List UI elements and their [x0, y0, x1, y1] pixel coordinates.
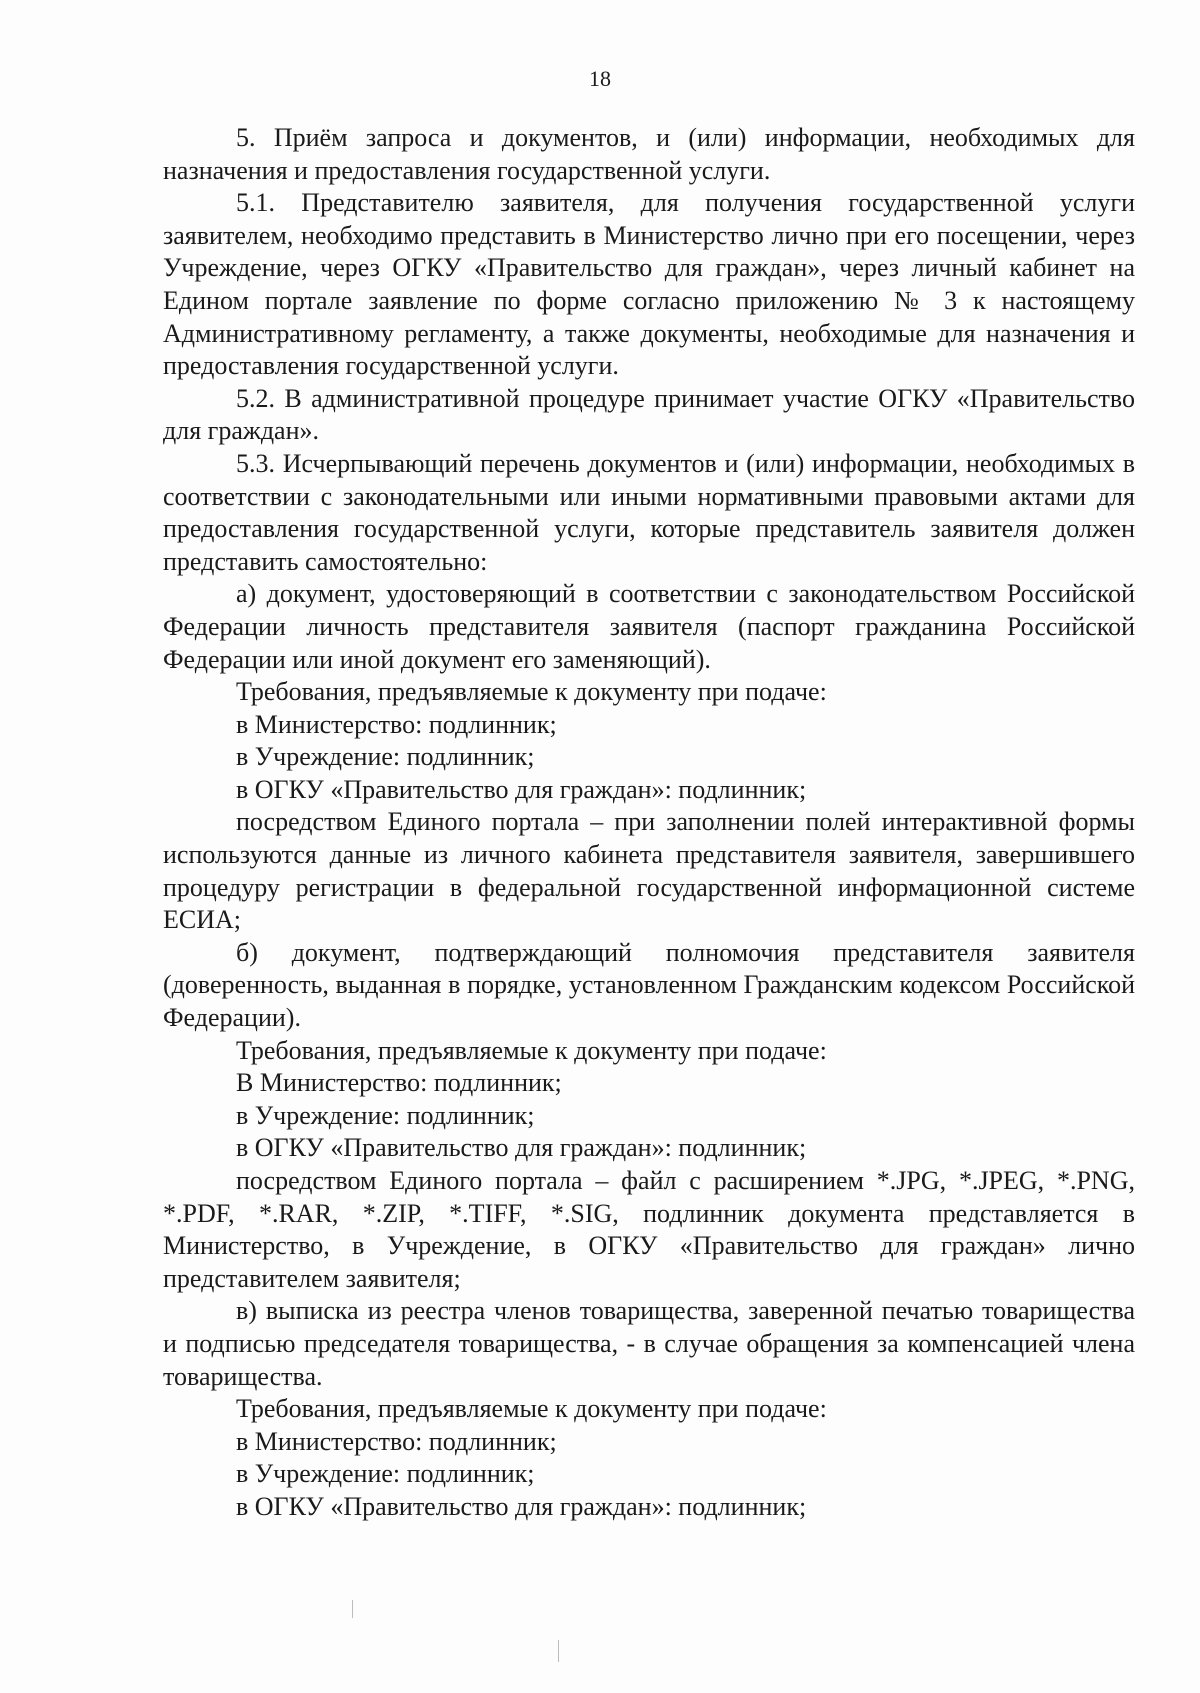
scan-artifact	[352, 1600, 353, 1618]
requirement-line: в Министерство: подлинник;	[236, 1426, 557, 1456]
requirement-line: в Учреждение: подлинник;	[236, 742, 535, 772]
requirement-portal: посредством Единого портала – файл с расширением *.JPG, *.JPEG, *.PNG, *.PDF, *.RAR, *.ZIP, *.TIFF, *.SIG, подлинник документа представляется в Министерство, в Учреждение, в ОГКУ «Правительство для граждан» лично представителем заявителя;	[163, 1166, 1135, 1293]
paragraph-item-b: б) документ, подтверждающий полномочия представителя заявителя (доверенность, выданная в порядке, установленном Гражданским кодексом Российской Федерации).	[163, 937, 1135, 1033]
paragraph-item-v: в) выписка из реестра членов товарищества, заверенной печатью товарищества и подписью председателя товарищества, - в случае обращения за компенсацией члена товарищества.	[163, 1296, 1135, 1391]
requirement-line: в ОГКУ «Правительство для граждан»: подлинник;	[236, 774, 807, 804]
paragraph-5-1: 5.1. Представителю заявителя, для получения государственной услуги заявителем, необходимо представить в Министерство лично при его посещении, через Учреждение, через ОГКУ «Правительство для граждан», через личный кабинет на Едином портале заявление по форме согласно приложению № 3 к настоящему Административному регламенту, а также документы, необходимые для назначения и предоставления государственной услуги.	[163, 188, 1135, 381]
requirement-line: в Министерство: подлинник;	[236, 709, 557, 739]
requirement-line: в ОГКУ «Правительство для граждан»: подлинник;	[236, 1133, 807, 1163]
paragraph-5-2: 5.2. В административной процедуре принимает участие ОГКУ «Правительство для граждан».	[163, 383, 1135, 446]
requirements-heading: Требования, предъявляемые к документу при подаче:	[236, 1394, 827, 1424]
page-number: 18	[589, 66, 611, 91]
paragraph-5-3: 5.3. Исчерпывающий перечень документов и (или) информации, необходимых в соответствии с законодательными или иными нормативными правовыми актами для предоставления государственной услуги, которые представитель заявителя должен представить самостоятельно:	[163, 448, 1135, 576]
paragraph-item-a: а) документ, удостоверяющий в соответствии с законодательством Российской Федерации личность представителя заявителя (паспорт гражданина Российской Федерации или иной документ его заменяющий).	[163, 579, 1135, 674]
requirements-heading: Требования, предъявляемые к документу при подаче:	[236, 677, 827, 707]
requirement-portal: посредством Единого портала – при заполнении полей интерактивной формы используются данные из личного кабинета представителя заявителя, завершившего процедуру регистрации в федеральной государственной информационной системе ЕСИА;	[163, 807, 1135, 935]
requirement-line: в Учреждение: подлинник;	[236, 1459, 535, 1489]
scan-artifact	[558, 1640, 559, 1662]
requirement-line: В Министерство: подлинник;	[236, 1068, 562, 1098]
paragraph-section-5: 5. Приём запроса и документов, и (или) информации, необходимых для назначения и предоставления государственной услуги.	[163, 123, 1135, 185]
requirement-line: в Учреждение: подлинник;	[236, 1100, 535, 1130]
requirement-line: в ОГКУ «Правительство для граждан»: подлинник;	[236, 1491, 807, 1521]
document-body	[163, 122, 1135, 1524]
requirements-heading: Требования, предъявляемые к документу при подаче:	[236, 1035, 827, 1065]
